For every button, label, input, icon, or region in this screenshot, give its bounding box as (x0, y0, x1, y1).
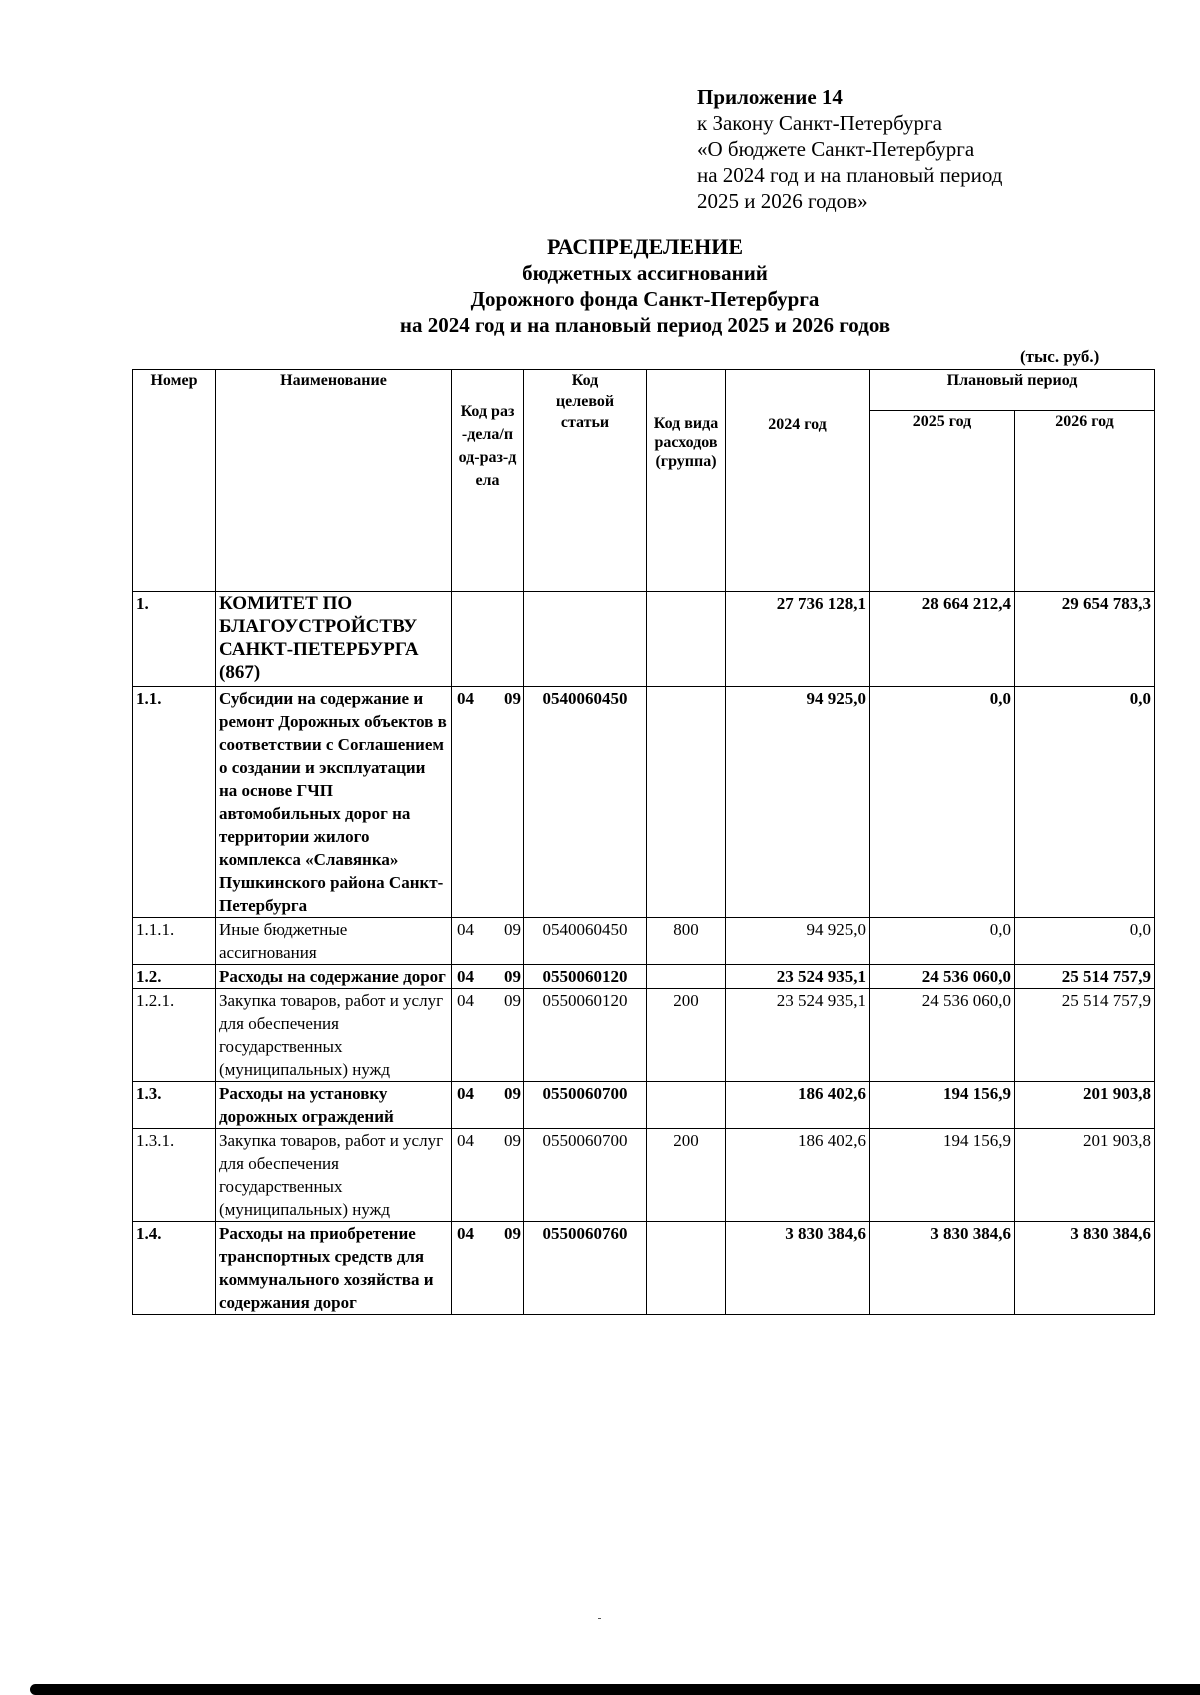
row-value-2025: 3 830 384,6 (870, 1222, 1015, 1315)
row-value-2026: 0,0 (1015, 918, 1155, 965)
row-number: 1.3. (133, 1082, 216, 1129)
row-section: 04 (457, 1084, 474, 1103)
row-expense-type: 200 (647, 989, 726, 1082)
header-target-code (524, 370, 647, 592)
row-number: 1.2. (133, 965, 216, 989)
appendix-line: 2025 и 2026 годов» (697, 189, 868, 213)
row-target-code: 0550060120 (524, 965, 647, 989)
row-section: 04 (457, 689, 474, 708)
row-value-2025: 0,0 (870, 687, 1015, 918)
row-target-code: 0550060120 (524, 989, 647, 1082)
row-section-code (452, 1082, 524, 1129)
appendix-title: Приложение 14 (697, 85, 843, 109)
row-number: 1.2.1. (133, 989, 216, 1082)
header-2024: 2024 год (726, 370, 870, 592)
row-section-code (452, 1129, 524, 1222)
row-value-2024: 27 736 128,1 (726, 592, 870, 687)
row-value-2024: 23 524 935,1 (726, 989, 870, 1082)
row-number: 1.3.1. (133, 1129, 216, 1222)
row-expense-type (647, 687, 726, 918)
table-row (133, 1082, 1155, 1129)
row-value-2025: 28 664 212,4 (870, 592, 1015, 687)
row-section: 04 (457, 991, 474, 1010)
row-name: Расходы на установку дорожных ограждений (216, 1082, 452, 1129)
row-value-2026: 25 514 757,9 (1015, 965, 1155, 989)
scan-mark (598, 1618, 601, 1619)
row-section: 04 (457, 967, 474, 986)
header-section-code-text: Код раз-дела/под-раз-дела (458, 403, 517, 489)
row-target-code: 0550060760 (524, 1222, 647, 1315)
row-subsection: 09 (504, 991, 521, 1010)
row-value-2026: 0,0 (1015, 687, 1155, 918)
row-value-2025: 194 156,9 (870, 1129, 1015, 1222)
row-number: 1.1.1. (133, 918, 216, 965)
row-name: Иные бюджетные ассигнования (216, 918, 452, 965)
row-value-2026: 3 830 384,6 (1015, 1222, 1155, 1315)
row-target-code: 0550060700 (524, 1129, 647, 1222)
row-section-code (452, 687, 524, 918)
budget-table (132, 369, 1155, 1315)
header-number: Номер (133, 370, 216, 592)
row-section-code (452, 965, 524, 989)
header-plan-period: Плановый период (870, 370, 1155, 411)
row-value-2025: 24 536 060,0 (870, 989, 1015, 1082)
document-title (0, 234, 1200, 338)
row-value-2025: 194 156,9 (870, 1082, 1015, 1129)
row-target-code: 0540060450 (524, 918, 647, 965)
row-section-code (452, 592, 524, 687)
row-section: 04 (457, 1224, 474, 1243)
title-line: бюджетных ассигнований (522, 261, 768, 285)
row-target-code: 0540060450 (524, 687, 647, 918)
row-subsection: 09 (504, 967, 521, 986)
row-value-2026: 25 514 757,9 (1015, 989, 1155, 1082)
row-value-2024: 94 925,0 (726, 687, 870, 918)
appendix-block (697, 84, 1002, 214)
row-value-2024: 3 830 384,6 (726, 1222, 870, 1315)
header-name: Наименование (216, 370, 452, 592)
title-main: РАСПРЕДЕЛЕНИЕ (546, 234, 743, 259)
row-name: Субсидии на содержание и ремонт Дорожных объектов в соответствии с Соглашением о создании и эксплуатации на основе ГЧП автомобильных дорог на территории жилого комплекса «Славянка» Пушкинского района Санкт-Петербурга (216, 687, 452, 918)
row-value-2025: 24 536 060,0 (870, 965, 1015, 989)
row-name: Расходы на содержание дорог (216, 965, 452, 989)
row-number: 1. (133, 592, 216, 687)
row-number: 1.1. (133, 687, 216, 918)
row-name: Расходы на приобретение транспортных средств для коммунального хозяйства и содержания дорог (216, 1222, 452, 1315)
row-value-2026: 201 903,8 (1015, 1082, 1155, 1129)
row-expense-type (647, 1082, 726, 1129)
row-subsection: 09 (504, 1084, 521, 1103)
appendix-line: к Закону Санкт-Петербурга (697, 111, 942, 135)
units-label: (тыс. руб.) (1020, 347, 1100, 366)
header-2025: 2025 год (870, 411, 1015, 592)
row-target-code: 0550060700 (524, 1082, 647, 1129)
header-2026: 2026 год (1015, 411, 1155, 592)
appendix-line: на 2024 год и на плановый период (697, 163, 1003, 187)
row-subsection: 09 (504, 1224, 521, 1243)
row-value-2024: 186 402,6 (726, 1129, 870, 1222)
row-value-2025: 0,0 (870, 918, 1015, 965)
row-section-code (452, 1222, 524, 1315)
row-name: Закупка товаров, работ и услуг для обеспечения государственных (муниципальных) нужд (216, 1129, 452, 1222)
row-value-2024: 186 402,6 (726, 1082, 870, 1129)
row-section-code (452, 918, 524, 965)
row-section: 04 (457, 920, 474, 939)
header-expense-type-text: Код вида расходов (группа) (653, 415, 719, 470)
row-name: Закупка товаров, работ и услуг для обеспечения государственных (муниципальных) нужд (216, 989, 452, 1082)
table-row (133, 687, 1155, 918)
row-subsection: 09 (504, 1131, 521, 1150)
header-row (133, 370, 1155, 411)
row-name: КОМИТЕТ ПО БЛАГОУСТРОЙСТВУ САНКТ-ПЕТЕРБУРГА (867) (216, 592, 452, 687)
table-row (133, 989, 1155, 1082)
row-value-2024: 94 925,0 (726, 918, 870, 965)
row-expense-type: 800 (647, 918, 726, 965)
row-value-2026: 29 654 783,3 (1015, 592, 1155, 687)
scan-edge-bar (30, 1684, 1200, 1695)
row-value-2026: 201 903,8 (1015, 1129, 1155, 1222)
table-row (133, 1129, 1155, 1222)
row-section: 04 (457, 1131, 474, 1150)
title-line: на 2024 год и на плановый период 2025 и 2026 годов (399, 313, 891, 337)
row-expense-type (647, 592, 726, 687)
table-row (133, 965, 1155, 989)
table-row (133, 1222, 1155, 1315)
appendix-line: «О бюджете Санкт-Петербурга (697, 137, 975, 161)
row-expense-type: 200 (647, 1129, 726, 1222)
table-row (133, 918, 1155, 965)
row-subsection: 09 (504, 689, 521, 708)
header-expense-type (647, 370, 726, 592)
row-subsection: 09 (504, 920, 521, 939)
row-target-code (524, 592, 647, 687)
title-line: Дорожного фонда Санкт-Петербурга (470, 287, 820, 311)
header-target-code-text: Код целевой статьи (555, 372, 615, 431)
row-value-2024: 23 524 935,1 (726, 965, 870, 989)
header-section-code (452, 370, 524, 592)
row-expense-type (647, 965, 726, 989)
table-row (133, 592, 1155, 687)
row-expense-type (647, 1222, 726, 1315)
row-section-code (452, 989, 524, 1082)
row-number: 1.4. (133, 1222, 216, 1315)
